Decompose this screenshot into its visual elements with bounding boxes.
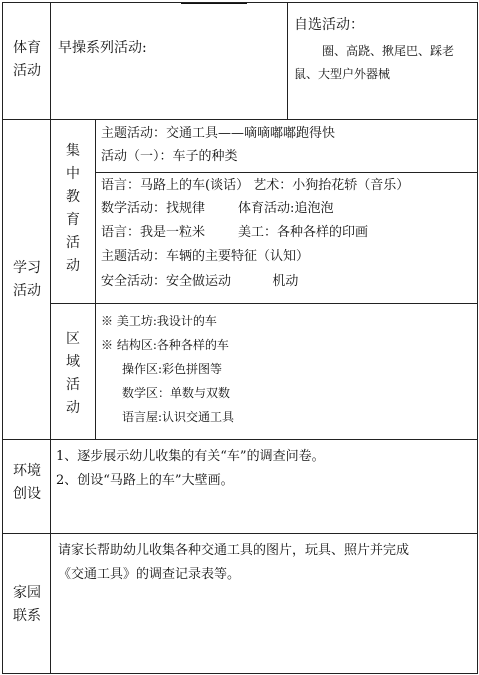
activity-one: 活动（一）：车子的种类 (101, 149, 238, 164)
table-border-top (2, 2, 478, 3)
table-border-right (477, 2, 478, 674)
learning-sub-row-divider (50, 303, 478, 304)
table-border-bottom (2, 673, 478, 674)
concentrated-line-1: 语言：马路上的车(谈话） 艺术：小狗抬花轿（音乐） (101, 178, 410, 193)
row-divider-sports (2, 119, 478, 120)
morning-exercise-text: 早操系列活动: (58, 40, 147, 56)
environment-line-2: 2、创设“马路上的车”大壁画。 (56, 473, 234, 488)
environment-line-1: 1、逐步展示幼儿收集的有关“车”的调查问卷。 (56, 449, 325, 464)
row-divider-environment (2, 533, 478, 534)
learning-sub-divider (95, 119, 96, 440)
area-label: 区域活动 (66, 331, 80, 416)
sports-label: 体育活动 (13, 40, 41, 79)
area-line-4: 数学区：单数与双数 (122, 386, 231, 400)
theme-activity: 主题活动：交通工具——嘀嘀嘟嘟跑得快 (101, 126, 336, 141)
concentrated-line-4: 主题活动：车辆的主要特征（认知） (101, 249, 310, 264)
family-label: 家园联系 (13, 585, 41, 624)
area-line-5: 语言屋:认识交通工具 (122, 410, 235, 424)
label-column-divider (50, 2, 51, 674)
area-line-1: ※ 美工坊:我设计的车 (101, 314, 217, 328)
free-activity-line2: 鼠、大型户外器械 (294, 67, 391, 81)
learning-label: 学习活动 (13, 260, 41, 299)
theme-divider (95, 172, 478, 173)
area-line-3: 操作区:彩色拼图等 (122, 362, 223, 376)
concentrated-label: 集中教育活动 (66, 143, 80, 274)
family-line-2: 《交通工具》的调查记录表等。 (58, 567, 241, 582)
concentrated-line-2: 数学活动：找规律 体育活动:追泡泡 (101, 201, 334, 216)
family-line-1: 请家长帮助幼儿收集各种交通工具的图片，玩具、照片并完成 (58, 543, 410, 558)
table-border-left (2, 2, 3, 674)
area-line-2: ※ 结构区:各种各样的车 (101, 338, 229, 352)
free-activity-title: 自选活动： (294, 17, 364, 33)
concentrated-line-5: 安全活动：安全做运动 机动 (101, 274, 299, 289)
free-activity-line1: 圈、高跷、揪尾巴、踩老 (322, 44, 455, 58)
concentrated-line-3: 语言：我是一粒米 美工：各种各样的印画 (101, 225, 369, 240)
sports-column-divider (287, 2, 288, 120)
row-divider-learning (2, 439, 478, 440)
environment-label: 环境创设 (13, 463, 41, 502)
